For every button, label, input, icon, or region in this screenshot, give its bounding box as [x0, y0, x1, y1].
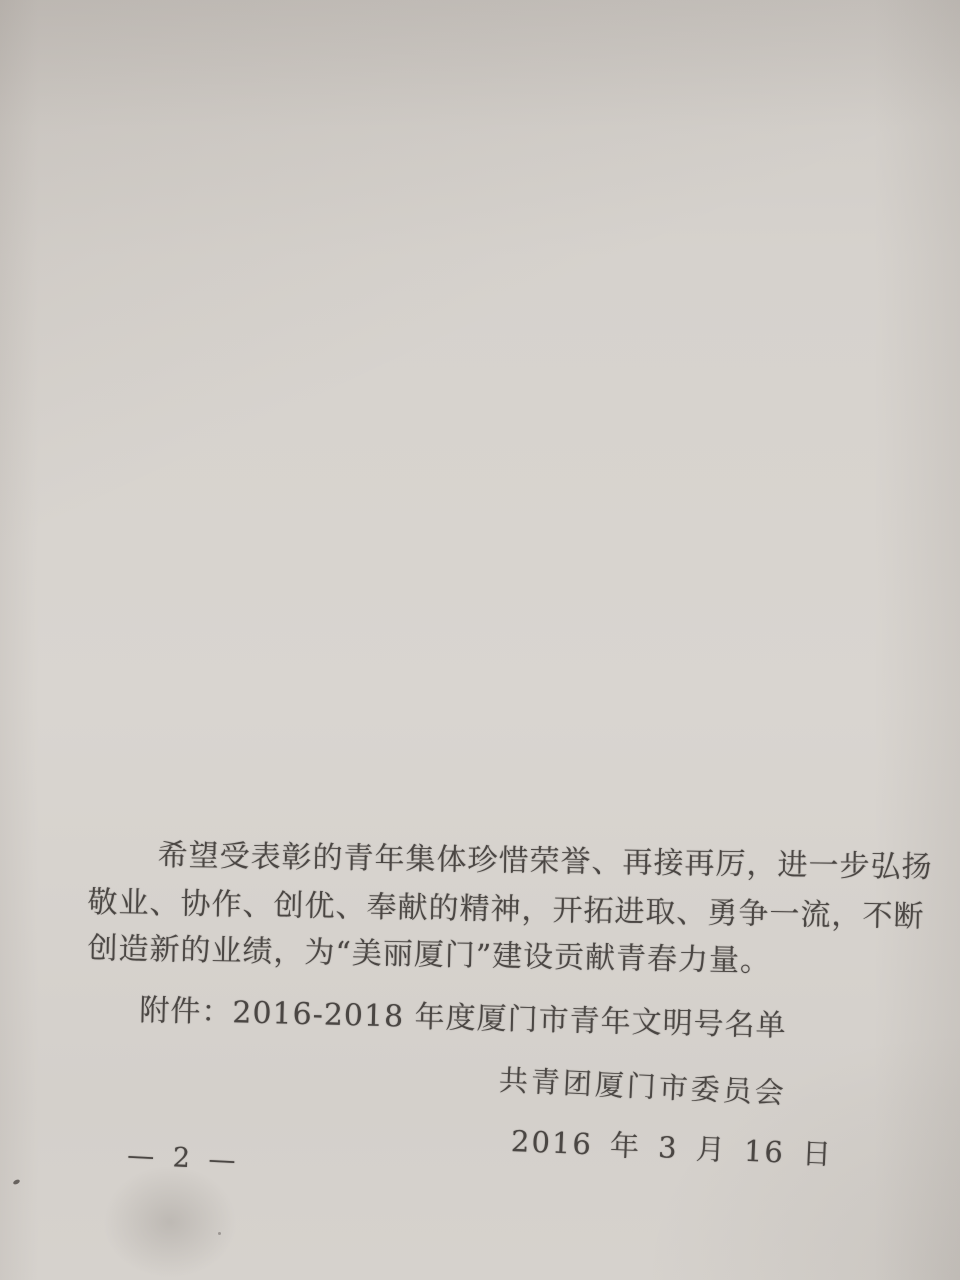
page-number: — 2 — — [126, 1140, 242, 1177]
issue-date: 2016 年 3 月 16 日 — [510, 1123, 834, 1172]
paper-speck — [218, 1232, 221, 1235]
attachment-line: 附件：2016-2018 年度厦门市青年文明号名单 — [138, 992, 787, 1044]
body-paragraph-line-3: 创造新的业绩，为“美丽厦门”建设贡献青春力量。 — [87, 930, 772, 980]
body-paragraph-line-2: 敬业、协作、创优、奉献的精神，开拓进取、勇争一流，不断 — [87, 884, 925, 935]
body-paragraph-line-1: 希望受表彰的青年集体珍惜荣誉、再接再厉，进一步弘扬 — [157, 837, 933, 886]
issuer-signature: 共青团厦门市委员会 — [498, 1062, 788, 1111]
